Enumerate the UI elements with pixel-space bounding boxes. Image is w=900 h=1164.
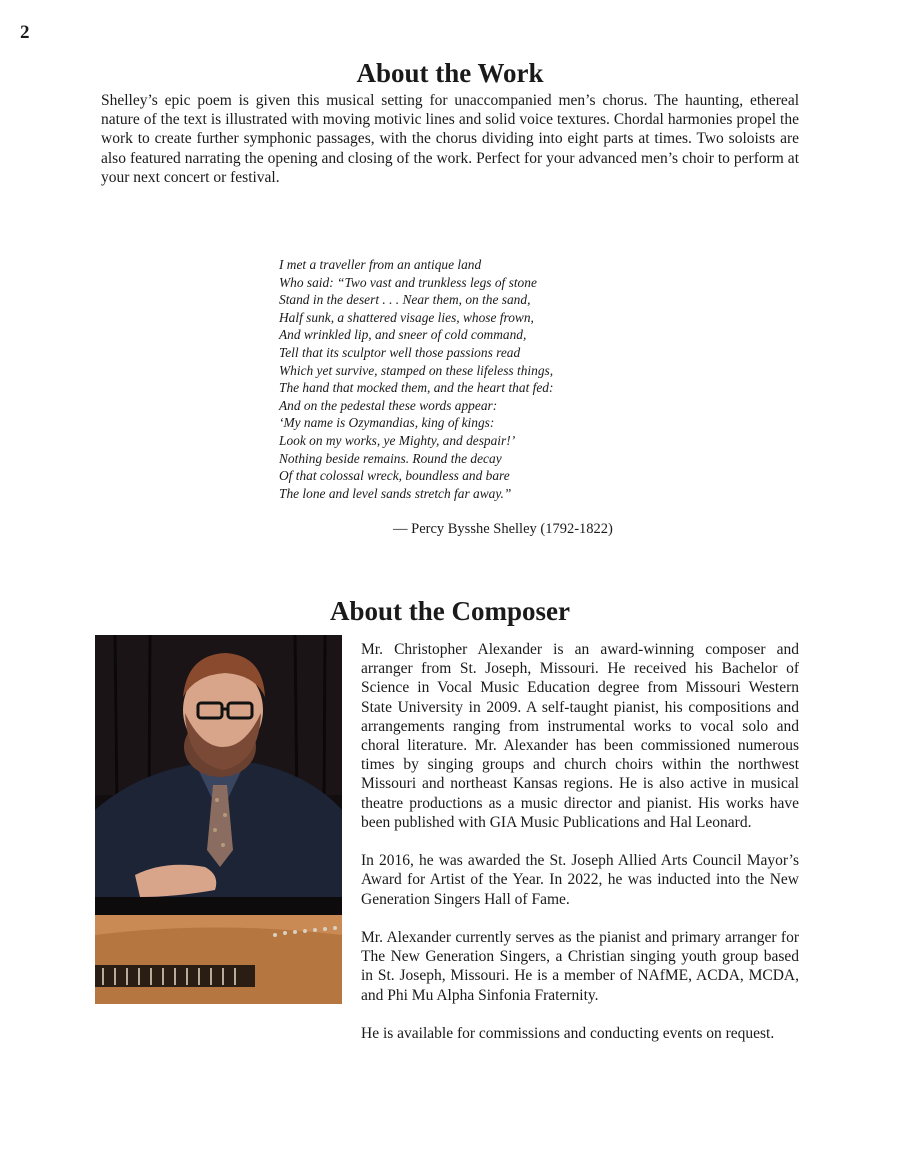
poem-attribution: — Percy Bysshe Shelley (1792-1822) [393, 521, 613, 537]
poem-line: The hand that mocked them, and the heart that fed: [279, 380, 554, 396]
poem-line: I met a traveller from an antique land [279, 257, 482, 272]
bio-paragraph: Mr. Christopher Alexander is an award-winning composer and arranger from St. Joseph, Missouri. He received his Bachelor of Science in Vocal Music Education degree from Missouri Western State University in 2009. A self-taught pianist, his compositions and arrangements ranging from instrumental works to vocal solo and choral literature. Mr. Alexander has been commissioned numerous times by singing groups and church choirs within the northwest Missouri and northeast Kansas regions. He is also active in musical theatre productions as a music director and pianist. His works have been published with GIA Music Publications and Hal Leonard. [361, 641, 799, 831]
poem-line: Half sunk, a shattered visage lies, whose frown, [279, 309, 534, 325]
bio-paragraph: He is available for commissions and conducting events on request. [361, 1025, 775, 1043]
poem-line: ‘My name is Ozymandias, king of kings: [279, 415, 495, 431]
bio-paragraph: Mr. Alexander currently serves as the pianist and primary arranger for The New Generation Singers, a Christian singing youth group based in St. Joseph, Missouri. He is a member of NAfME, ACDA, MCDA, and Phi Mu Alpha Sinfonia Fraternity. [361, 929, 799, 1004]
about-work-title: About the Work [356, 58, 544, 88]
poem-line: Look on my works, ye Mighty, and despair!’ [279, 432, 516, 448]
poem-line: And on the pedestal these words appear: [279, 397, 498, 413]
bio-paragraph: In 2016, he was awarded the St. Joseph Allied Arts Council Mayor’s Award for Artist of the Year. In 2022, he was inducted into the New Generation Singers Hall of Fame. [361, 852, 799, 908]
poem-line: Nothing beside remains. Round the decay [279, 450, 502, 466]
poem-line: Tell that its sculptor well those passions read [279, 344, 521, 360]
work-description: Shelley’s epic poem is given this musical setting for unaccompanied men’s chorus. The haunting, ethereal nature of the text is illustrated with moving motivic lines and solid voice textures. Chordal harmonies propel the work to create further symphonic passages, with the chorus dividing into eight parts at times. Two soloists are also featured narrating the opening and closing of the work. Perfect for your advanced men’s choir to perform at your next concert or festival. [101, 92, 799, 186]
composer-photo [95, 635, 342, 1004]
about-composer-title: About the Composer [330, 596, 570, 626]
poem-line: And wrinkled lip, and sneer of cold command, [279, 327, 527, 343]
poem [279, 256, 553, 502]
poem-line: Stand in the desert . . . Near them, on the sand, [279, 292, 531, 308]
page-number: 2 [20, 22, 30, 43]
poem-line: Who said: “Two vast and trunkless legs of stone [279, 274, 537, 290]
composer-bio [361, 640, 799, 1062]
poem-line: Of that colossal wreck, boundless and bare [279, 468, 510, 484]
poem-line: Which yet survive, stamped on these lifeless things, [279, 362, 554, 378]
poem-line: The lone and level sands stretch far away.” [279, 485, 512, 501]
